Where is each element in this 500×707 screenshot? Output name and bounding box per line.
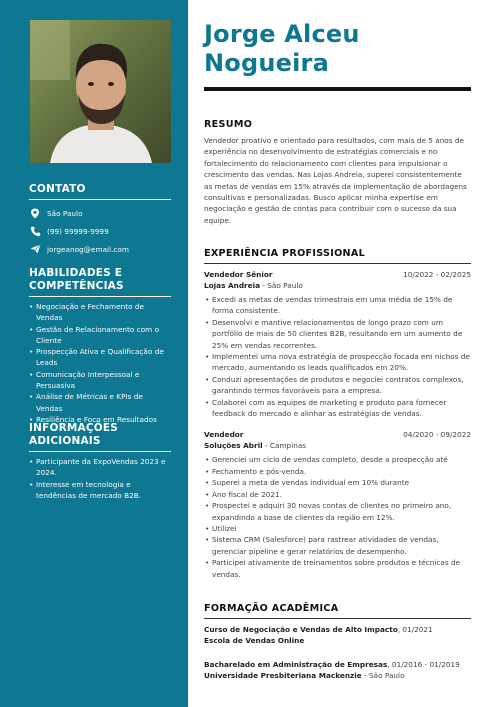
education-section [204, 603, 471, 682]
education-school-location: - São Paulo [361, 671, 405, 681]
summary-text: Vendedor proativo e orientado para resultados, com mais de 5 anos de experiência no desenvolvimento de estratégias comerciais e no fortalecimento do relacionamento com clientes para impulsionar o crescimento das vendas. Nas Lojas Andreia, superei consistentemente as metas de vendas em 15% através da implementação de abordagens consultivas e personalizadas. Busco aplicar minha expertise em negociação e gestão de contas para contribuir com o sucesso da sua equipe. [204, 136, 467, 225]
contact-location-text: São Paulo [47, 208, 83, 218]
list-item: • Conduzi apresentações de produtos e negociei contratos complexos, garantindo termos favoráveis para a empresa. [204, 374, 471, 397]
list-item: • Gerenciei um ciclo de vendas completo, desde a prospecção até [204, 454, 471, 465]
profile-photo [30, 20, 171, 163]
list-item: • Prospectei e adquiri 30 novas contas de clientes no primeiro ano, expandindo a base de clientes da região em 12%. [204, 500, 471, 523]
additional-title: INFORMAÇÕES ADICIONAIS [29, 422, 171, 452]
contact-email[interactable] [29, 241, 171, 257]
experience-section [204, 248, 471, 580]
list-item: • Utilizei [204, 523, 471, 534]
list-item: • Resiliência e Foco em Resultados [29, 414, 171, 425]
education-dates: , 01/2021 [397, 625, 433, 634]
summary-section [204, 119, 471, 226]
list-item: • Colaborei com as equipes de marketing e produto para fornecer feedback do mercado e alinhar as estratégias de vendas. [204, 397, 471, 420]
list-item: • Participei ativamente de treinamentos sobre produtos e técnicas de vendas. [204, 557, 471, 580]
education-title: FORMAÇÃO ACADÊMICA [204, 603, 471, 619]
job-entry [204, 429, 471, 579]
list-item: • Prospecção Ativa e Qualificação de Leads [29, 346, 171, 369]
education-course: Bacharelado em Administração de Empresas [204, 659, 388, 669]
list-item: • Implementei uma nova estratégia de prospecção focada em nichos de mercado, aumentando os leads qualificados em 20%. [204, 351, 471, 374]
job-dates: 04/2020 - 09/2022 [403, 430, 471, 440]
list-item: • Excedi as metas de vendas trimestrais em uma média de 15% de forma consistente. [204, 294, 471, 317]
summary-title: RESUMO [204, 119, 253, 130]
job-company-line [204, 440, 471, 451]
experience-title: EXPERIÊNCIA PROFISSIONAL [204, 248, 471, 264]
list-item: • Ano fiscal de 2021. [204, 489, 471, 500]
list-item: • Fechamento e pós-venda. [204, 466, 471, 477]
job-company: Soluções Abril [204, 441, 263, 451]
contact-location [29, 205, 171, 221]
education-school: Universidade Presbiteriana Mackenzie [204, 671, 362, 681]
name-line-2: Nogueira [204, 49, 329, 77]
education-school: Escola de Vendas Online [204, 636, 305, 646]
job-bullets [204, 294, 471, 419]
education-entry [204, 659, 471, 682]
list-item: • Desenvolvi e mantive relacionamentos de longo prazo com um portfólio de mais de 50 clientes B2B, resultando em um aumento de 25% em vendas recorrentes. [204, 317, 471, 351]
job-role: Vendedor Sênior [204, 270, 273, 279]
list-item: • Sistema CRM (Salesforce) para rastrear atividades de vendas, gerenciar pipeline e gerar relatórios de desempenho. [204, 534, 471, 557]
skills-section [29, 267, 171, 425]
list-item: • Participante da ExpoVendas 2023 e 2024. [29, 456, 171, 479]
education-entry [204, 624, 471, 647]
skills-title: HABILIDADES E COMPETÊNCIAS [29, 267, 171, 297]
skills-list [29, 301, 171, 425]
name-line-1: Jorge Alceu [204, 20, 360, 48]
education-course: Curso de Negociação e Vendas de Alto Impacto [204, 625, 398, 634]
list-item: • Gestão de Relacionamento com o Cliente [29, 324, 171, 347]
list-item: • Interesse em tecnologia e tendências de mercado B2B. [29, 479, 171, 502]
send-icon [29, 243, 41, 255]
contact-phone-text: (99) 99999-9999 [47, 226, 109, 236]
contact-section [29, 183, 171, 257]
job-company: Lojas Andreia [204, 281, 261, 290]
candidate-name [204, 20, 471, 78]
contact-phone [29, 223, 171, 239]
list-item: • Análise de Métricas e KPIs de Vendas [29, 391, 171, 414]
sidebar [0, 0, 188, 707]
list-item: • Comunicação Interpessoal e Persuasiva [29, 369, 171, 392]
location-pin-icon [29, 207, 41, 219]
job-role: Vendedor [204, 430, 244, 440]
job-entry [204, 269, 471, 419]
job-dates: 10/2022 - 02/2025 [403, 270, 471, 279]
list-item: • Superei a meta de vendas individual em 10% durante [204, 477, 471, 488]
list-item: • Negociação e Fechamento de Vendas [29, 301, 171, 324]
education-dates: , 01/2016 - 01/2019 [387, 659, 460, 669]
additional-list [29, 456, 171, 501]
contact-title: CONTATO [29, 183, 171, 200]
job-bullets [204, 454, 471, 579]
additional-section [29, 422, 171, 501]
phone-icon [29, 225, 41, 237]
job-location: - Campinas [262, 441, 307, 451]
job-location: - São Paulo [260, 281, 303, 290]
name-divider [204, 87, 471, 91]
contact-email-link[interactable]: jorgeanog@email.com [47, 244, 130, 254]
job-company-line [204, 280, 471, 291]
